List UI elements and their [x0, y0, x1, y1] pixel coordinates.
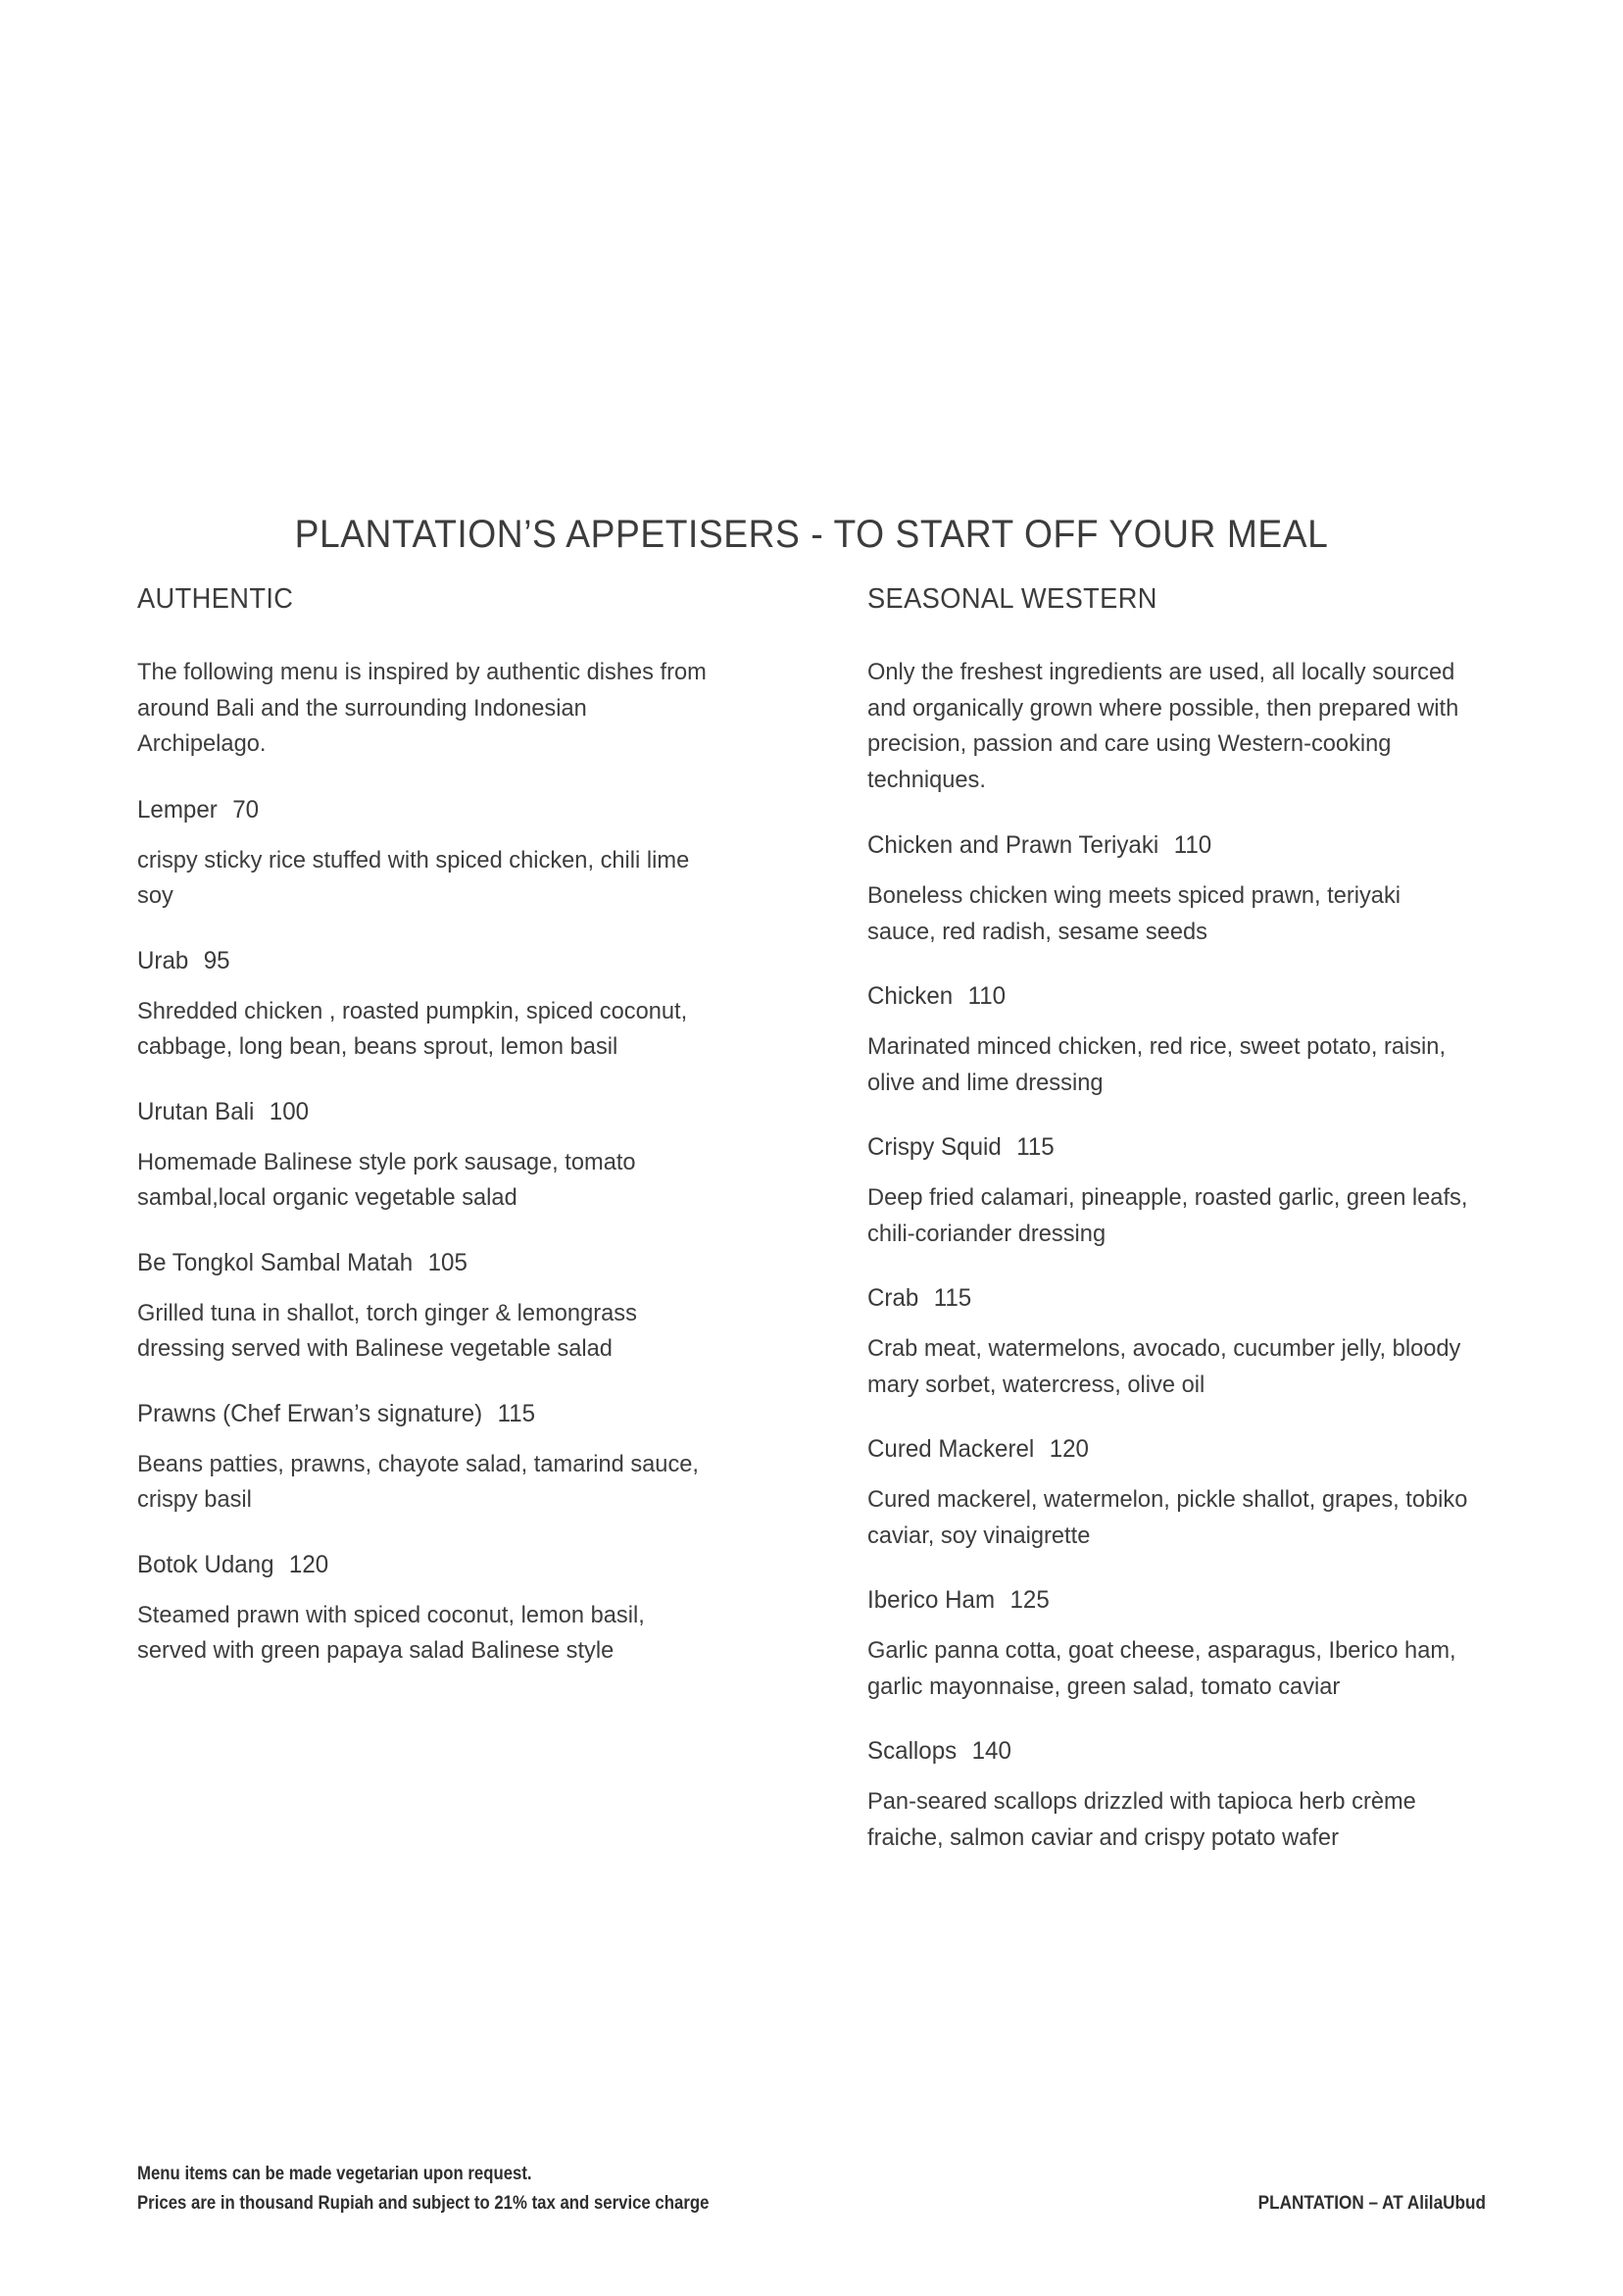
menu-item-price: 115 — [933, 1284, 972, 1312]
menu-item-description: Beans patties, prawns, chayote salad, tamarind sauce, crispy basil — [137, 1450, 699, 1513]
footer-notes — [137, 2159, 709, 2218]
menu-item-head — [137, 1245, 714, 1280]
menu-item-name: Lemper — [137, 795, 218, 824]
menu-item-price: 105 — [427, 1248, 467, 1276]
section-intro-seasonal-western: Only the freshest ingredients are used, all locally sourced and organically grown where possible, then prepared with precision, passion and care using Western-cooking techniques. — [867, 659, 1459, 793]
menu-section-authentic — [137, 583, 735, 1698]
menu-item-name: Crispy Squid — [867, 1133, 1002, 1161]
menu-item-description: Pan-seared scallops drizzled with tapioca herb crème fraiche, salmon caviar and crispy potato wafer — [867, 1788, 1416, 1851]
menu-item — [867, 1582, 1495, 1705]
menu-item-price: 115 — [1016, 1133, 1055, 1161]
menu-item-name: Botok Udang — [137, 1550, 274, 1578]
menu-item — [137, 1245, 735, 1368]
menu-item-head — [867, 1733, 1473, 1769]
menu-item-description: Grilled tuna in shallot, torch ginger & lemongrass dressing served with Balinese vegetable salad — [137, 1299, 637, 1362]
menu-item-head — [867, 1431, 1473, 1467]
menu-item-head — [867, 1129, 1473, 1165]
menu-item-description: Shredded chicken , roasted pumpkin, spiced coconut, cabbage, long bean, beans sprout, lemon basil — [137, 997, 688, 1060]
footer-venue: PLANTATION – AT AlilaUbud — [1257, 2192, 1486, 2214]
menu-item-name: Chicken and Prawn Teriyaki — [867, 831, 1159, 859]
menu-item-head — [137, 1094, 714, 1129]
menu-item-price: 120 — [288, 1550, 329, 1578]
menu-item — [137, 943, 735, 1066]
menu-item — [867, 978, 1495, 1101]
menu-item-name: Cured Mackerel — [867, 1435, 1035, 1463]
menu-item-description: Crab meat, watermelons, avocado, cucumber jelly, bloody mary sorbet, watercress, olive oil — [867, 1335, 1461, 1398]
menu-item-head — [137, 1547, 714, 1582]
menu-item-description: crispy sticky rice stuffed with spiced chicken, chili lime soy — [137, 846, 690, 909]
menu-item-name: Chicken — [867, 982, 954, 1010]
menu-item-price: 120 — [1049, 1435, 1089, 1463]
menu-item-description: Boneless chicken wing meets spiced prawn, teriyaki sauce, red radish, sesame seeds — [867, 882, 1402, 945]
menu-item-name: Prawns (Chef Erwan’s signature) — [137, 1399, 483, 1427]
menu-item-head — [867, 1280, 1473, 1316]
menu-item-description: Marinated minced chicken, red rice, sweet potato, raisin, olive and lime dressing — [867, 1033, 1447, 1096]
menu-item-price: 125 — [1009, 1586, 1050, 1614]
footer-note-vegetarian: Menu items can be made vegetarian upon request. — [137, 2163, 532, 2184]
menu-item — [867, 827, 1495, 950]
menu-item-head — [867, 978, 1473, 1014]
menu-item-head — [137, 1396, 714, 1431]
menu-item — [867, 1431, 1495, 1554]
menu-item — [867, 1733, 1495, 1856]
menu-item-price: 70 — [232, 795, 260, 824]
menu-item-price: 115 — [497, 1399, 536, 1427]
section-intro-authentic: The following menu is inspired by authentic dishes from around Bali and the surrounding Indonesian Archipelago. — [137, 659, 707, 757]
menu-item-name: Urab — [137, 946, 189, 974]
menu-item — [867, 1129, 1495, 1252]
menu-item — [137, 1547, 735, 1670]
menu-item-head — [137, 943, 714, 978]
menu-item-price: 110 — [967, 982, 1007, 1010]
menu-section-seasonal-western — [867, 583, 1495, 1884]
menu-item-description: Deep fried calamari, pineapple, roasted garlic, green leafs, chili-coriander dressing — [867, 1184, 1468, 1247]
footer-note-prices: Prices are in thousand Rupiah and subject to 21% tax and service charge — [137, 2192, 710, 2214]
menu-item-head — [867, 827, 1473, 863]
menu-item — [867, 1280, 1495, 1403]
menu-item-price: 110 — [1173, 831, 1212, 859]
menu-item — [137, 1396, 735, 1519]
menu-item — [137, 792, 735, 915]
menu-item-name: Urutan Bali — [137, 1097, 255, 1125]
menu-item-name: Be Tongkol Sambal Matah — [137, 1248, 414, 1276]
page-title: PLANTATION’S APPETISERS - TO START OFF YOUR MEAL — [294, 512, 1329, 556]
menu-item-price: 100 — [269, 1097, 310, 1125]
menu-item-name: Crab — [867, 1284, 919, 1312]
section-heading-authentic: AUTHENTIC — [137, 583, 294, 615]
menu-item-head — [137, 792, 714, 827]
page-footer — [137, 2159, 1486, 2227]
menu-item-description: Homemade Balinese style pork sausage, tomato sambal,local organic vegetable salad — [137, 1148, 636, 1211]
menu-item — [137, 1094, 735, 1217]
menu-item-description: Cured mackerel, watermelon, pickle shallot, grapes, tobiko caviar, soy vinaigrette — [867, 1486, 1468, 1549]
menu-item-name: Iberico Ham — [867, 1586, 996, 1614]
menu-item-price: 140 — [971, 1737, 1011, 1765]
menu-item-head — [867, 1582, 1473, 1618]
menu-item-price: 95 — [203, 946, 230, 974]
section-heading-seasonal-western: SEASONAL WESTERN — [867, 583, 1157, 615]
menu-item-name: Scallops — [867, 1737, 958, 1765]
menu-item-description: Steamed prawn with spiced coconut, lemon basil, served with green papaya salad Balinese style — [137, 1601, 645, 1664]
menu-item-description: Garlic panna cotta, goat cheese, asparagus, Iberico ham, garlic mayonnaise, green salad, tomato caviar — [867, 1637, 1456, 1700]
